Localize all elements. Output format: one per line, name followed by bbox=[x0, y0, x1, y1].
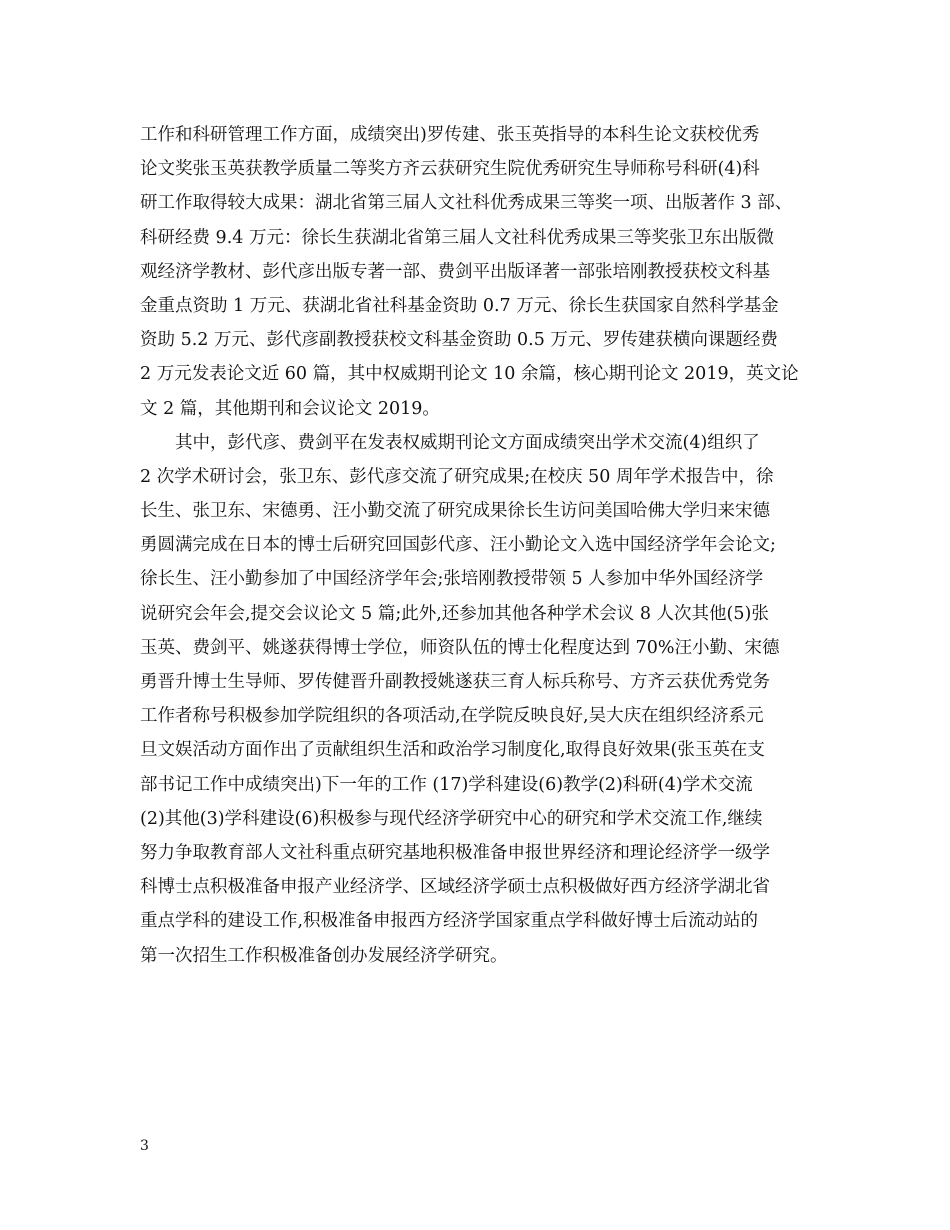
text-line: 科研经费 9.4 万元：徐长生获湖北省第三届人文社科优秀成果三等奖张卫东出版微 bbox=[140, 227, 774, 248]
text-line: 部书记工作中成绩突出)下一年的工作 (17)学科建设(6)教学(2)科研(4)学术交流 bbox=[140, 774, 753, 795]
text-line: 其中，彭代彦、费剑平在发表权威期刊论文方面成绩突出学术交流(4)组织了 bbox=[140, 432, 760, 453]
text-line: 说研究会年会,提交会议论文 5 篇;此外,还参加其他各种学术会议 8 人次其他(5)张 bbox=[140, 603, 769, 624]
text-line: 金重点资助 1 万元、获湖北省社科基金资助 0.7 万元、徐长生获国家自然科学基金 bbox=[140, 295, 779, 316]
text-line: 资助 5.2 万元、彭代彦副教授获校文科基金资助 0.5 万元、罗传建获横向课题经费 bbox=[140, 330, 778, 351]
text-line: 论文奖张玉英获教学质量二等奖方齐云获研究生院优秀研究生导师称号科研(4)科 bbox=[140, 159, 760, 180]
text-line: 工作和科研管理工作方面，成绩突出)罗传建、张玉英指导的本科生论文获校优秀 bbox=[140, 125, 760, 145]
text-line: 研工作取得较大成果：湖北省第三届人文社科优秀成果三等奖一项、出版著作 3 部、 bbox=[140, 193, 793, 214]
text-line: 文 2 篇，其他期刊和会议论文 2019。 bbox=[140, 398, 440, 419]
text-line: 第一次招生工作积极准备创办发展经济学研究。 bbox=[140, 945, 508, 966]
text-line: 旦文娱活动方面作出了贡献组织生活和政治学习制度化,取得良好效果(张玉英在支 bbox=[140, 740, 765, 761]
text-line: 重点学科的建设工作,积极准备申报西方经济学国家重点学科做好博士后流动站的 bbox=[140, 911, 759, 932]
text-line: 徐长生、汪小勤参加了中国经济学年会;张培刚教授带领 5 人参加中华外国经济学 bbox=[140, 569, 764, 590]
text-line: 2 万元发表论文近 60 篇，其中权威期刊论文 10 余篇，核心期刊论文 2019，英文论 bbox=[140, 364, 799, 385]
text-line: 工作者称号积极参加学院组织的各项活动,在学院反映良好,吴大庆在组织经济系元 bbox=[140, 706, 764, 727]
body-text bbox=[140, 118, 840, 973]
text-line: 努力争取教育部人文社科重点研究基地积极准备申报世界经济和理论经济学一级学 bbox=[140, 842, 770, 863]
text-line: 勇圆满完成在日本的博士后研究回国彭代彦、汪小勤论文入选中国经济学年会论文; bbox=[140, 535, 776, 556]
text-line: 2 次学术研讨会，张卫东、彭代彦交流了研究成果;在校庆 50 周年学术报告中，徐 bbox=[140, 466, 774, 487]
text-line: 玉英、费剑平、姚遂获得博士学位，师资队伍的博士化程度达到 70%汪小勤、宋德 bbox=[140, 637, 780, 658]
text-line: 科博士点积极准备申报产业经济学、区域经济学硕士点积极做好西方经济学湖北省 bbox=[140, 877, 770, 898]
text-line: 勇晋升博士生导师、罗传健晋升副教授姚遂获三育人标兵称号、方齐云获优秀党务 bbox=[140, 672, 770, 692]
text-line: 观经济学教材、彭代彦出版专著一部、费剑平出版译著一部张培刚教授获校文科基 bbox=[140, 261, 770, 282]
text-line: 长生、张卫东、宋德勇、汪小勤交流了研究成果徐长生访问美国哈佛大学归来宋德 bbox=[140, 501, 770, 522]
page-number: 3 bbox=[140, 1138, 149, 1154]
text-line: (2)其他(3)学科建设(6)积极参与现代经济学研究中心的研究和学术交流工作,继续 bbox=[140, 808, 763, 829]
